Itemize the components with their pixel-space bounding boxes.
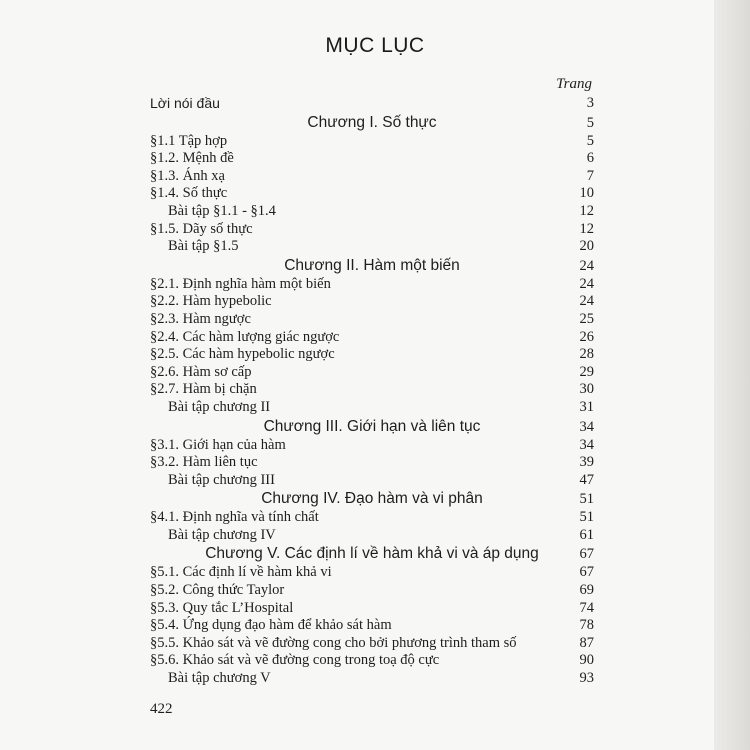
toc-entry-row (150, 564, 594, 582)
toc-page-number: 87 (579, 634, 594, 651)
toc-entry-row (150, 399, 594, 417)
table-of-contents (150, 95, 594, 688)
toc-entry-row (150, 437, 594, 455)
toc-entry-label: §1.2. Mệnh đề (150, 150, 234, 167)
toc-entry-row (150, 276, 594, 294)
toc-entry-label: Bài tập chương III (168, 471, 275, 488)
toc-entry-row (150, 381, 594, 399)
toc-entry-label: §2.1. Định nghĩa hàm một biến (150, 275, 331, 292)
toc-page-number: 74 (579, 599, 594, 616)
toc-page-number: 31 (579, 398, 594, 415)
toc-page-number: 12 (579, 220, 594, 237)
toc-entry-label: Bài tập chương V (168, 670, 271, 687)
page-column-header: Trang (556, 76, 592, 92)
toc-page-number: 20 (579, 238, 594, 255)
toc-page-number: 5 (586, 132, 594, 149)
toc-page-number: 61 (579, 526, 594, 543)
toc-page-number: 78 (579, 617, 594, 634)
page-number: 422 (150, 701, 173, 717)
toc-entry-row (150, 221, 594, 239)
toc-page-number: 90 (579, 652, 594, 669)
toc-entry-label: §1.3. Ánh xạ (150, 167, 225, 184)
toc-page-number: 51 (579, 509, 594, 526)
toc-entry-label: §5.6. Khảo sát và vẽ đường cong trong toạ độ cực (150, 652, 440, 669)
toc-entry-row (150, 454, 594, 472)
toc-entry-label: §2.2. Hàm hypebolic (150, 293, 272, 310)
toc-page-number: 25 (579, 310, 594, 327)
toc-chapter-title: Chương IV. Đạo hàm và vi phân (261, 490, 483, 508)
toc-entry-row (150, 168, 594, 186)
toc-page-number: 34 (579, 418, 594, 435)
toc-page-number: 26 (579, 328, 594, 345)
toc-chapter-row (150, 544, 594, 564)
toc-entry-row (150, 364, 594, 382)
toc-page-number: 29 (579, 363, 594, 380)
toc-entry-row (150, 600, 594, 618)
toc-entry-row (150, 95, 594, 113)
toc-page-number: 30 (579, 381, 594, 398)
toc-entry-row (150, 670, 594, 688)
toc-page-number: 93 (579, 670, 594, 687)
toc-entry-label: §2.5. Các hàm hypebolic ngược (150, 346, 335, 363)
toc-entry-row (150, 635, 594, 653)
toc-entry-label: §1.1 Tập hợp (150, 132, 228, 149)
toc-entry-label: §2.7. Hàm bị chặn (150, 381, 257, 398)
toc-page-number: 24 (579, 257, 594, 274)
toc-page-number: 7 (586, 167, 594, 184)
toc-page-number: 28 (579, 346, 594, 363)
toc-entry-label: §2.4. Các hàm lượng giác ngược (150, 328, 340, 345)
toc-entry-row (150, 652, 594, 670)
toc-page-number: 69 (579, 582, 594, 599)
toc-entry-label: §5.1. Các định lí về hàm khả vi (150, 564, 332, 581)
toc-entry-label: §5.4. Ứng dụng đạo hàm để khảo sát hàm (150, 617, 392, 634)
toc-entry-label: §5.3. Quy tắc L’Hospital (150, 599, 294, 616)
toc-entry-row (150, 150, 594, 168)
toc-page-number: 6 (586, 150, 594, 167)
toc-page-number: 24 (579, 275, 594, 292)
toc-entry-label: §2.6. Hàm sơ cấp (150, 363, 252, 380)
toc-page-number: 5 (586, 114, 594, 131)
toc-entry-label: Bài tập §1.5 (168, 238, 239, 255)
toc-entry-row (150, 133, 594, 151)
toc-chapter-row (150, 489, 594, 509)
toc-entry-label: §2.3. Hàm ngược (150, 310, 251, 327)
toc-chapter-title: Chương V. Các định lí về hàm khả vi và áp dụng (205, 545, 539, 563)
toc-page-number: 67 (579, 546, 594, 563)
toc-page-number: 34 (579, 436, 594, 453)
toc-page-number: 39 (579, 454, 594, 471)
toc-entry-label: §1.4. Số thực (150, 185, 228, 202)
toc-entry-label: §4.1. Định nghĩa và tính chất (150, 509, 319, 526)
toc-entry-row (150, 472, 594, 490)
toc-entry-label: §5.5. Khảo sát và vẽ đường cong cho bởi phương trình tham số (150, 634, 517, 651)
toc-entry-label: §3.1. Giới hạn của hàm (150, 436, 286, 453)
toc-page-number: 12 (579, 202, 594, 219)
toc-entry-label: §1.5. Dãy số thực (150, 220, 253, 237)
toc-entry-row (150, 329, 594, 347)
toc-page-number: 51 (579, 491, 594, 508)
toc-chapter-title: Chương I. Số thực (307, 113, 437, 131)
toc-entry-label: Bài tập §1.1 - §1.4 (168, 202, 276, 219)
toc-chapter-title: Chương II. Hàm một biến (284, 256, 460, 274)
toc-entry-row (150, 582, 594, 600)
page-edge-shadow (714, 0, 750, 750)
toc-entry-row (150, 311, 594, 329)
toc-entry-row (150, 527, 594, 545)
toc-page-number: 3 (586, 95, 594, 111)
toc-entry-label: Bài tập chương II (168, 398, 271, 415)
toc-chapter-row (150, 256, 594, 276)
toc-entry-label: §3.2. Hàm liên tục (150, 454, 258, 471)
toc-entry-label: Bài tập chương IV (168, 526, 276, 543)
toc-page-number: 47 (579, 471, 594, 488)
toc-entry-row (150, 346, 594, 364)
toc-page-number: 67 (579, 564, 594, 581)
toc-entry-row (150, 203, 594, 221)
toc-chapter-title: Chương III. Giới hạn và liên tục (263, 417, 481, 435)
toc-page-number: 24 (579, 293, 594, 310)
toc-entry-row (150, 509, 594, 527)
toc-page-number: 10 (579, 185, 594, 202)
toc-entry-row (150, 617, 594, 635)
toc-entry-row (150, 238, 594, 256)
toc-entry-row (150, 185, 594, 203)
toc-entry-label: Lời nói đầu (150, 95, 220, 111)
toc-entry-row (150, 293, 594, 311)
page-title: MỤC LỤC (325, 34, 425, 57)
toc-entry-label: §5.2. Công thức Taylor (150, 582, 285, 599)
toc-chapter-row (150, 113, 594, 133)
toc-chapter-row (150, 417, 594, 437)
